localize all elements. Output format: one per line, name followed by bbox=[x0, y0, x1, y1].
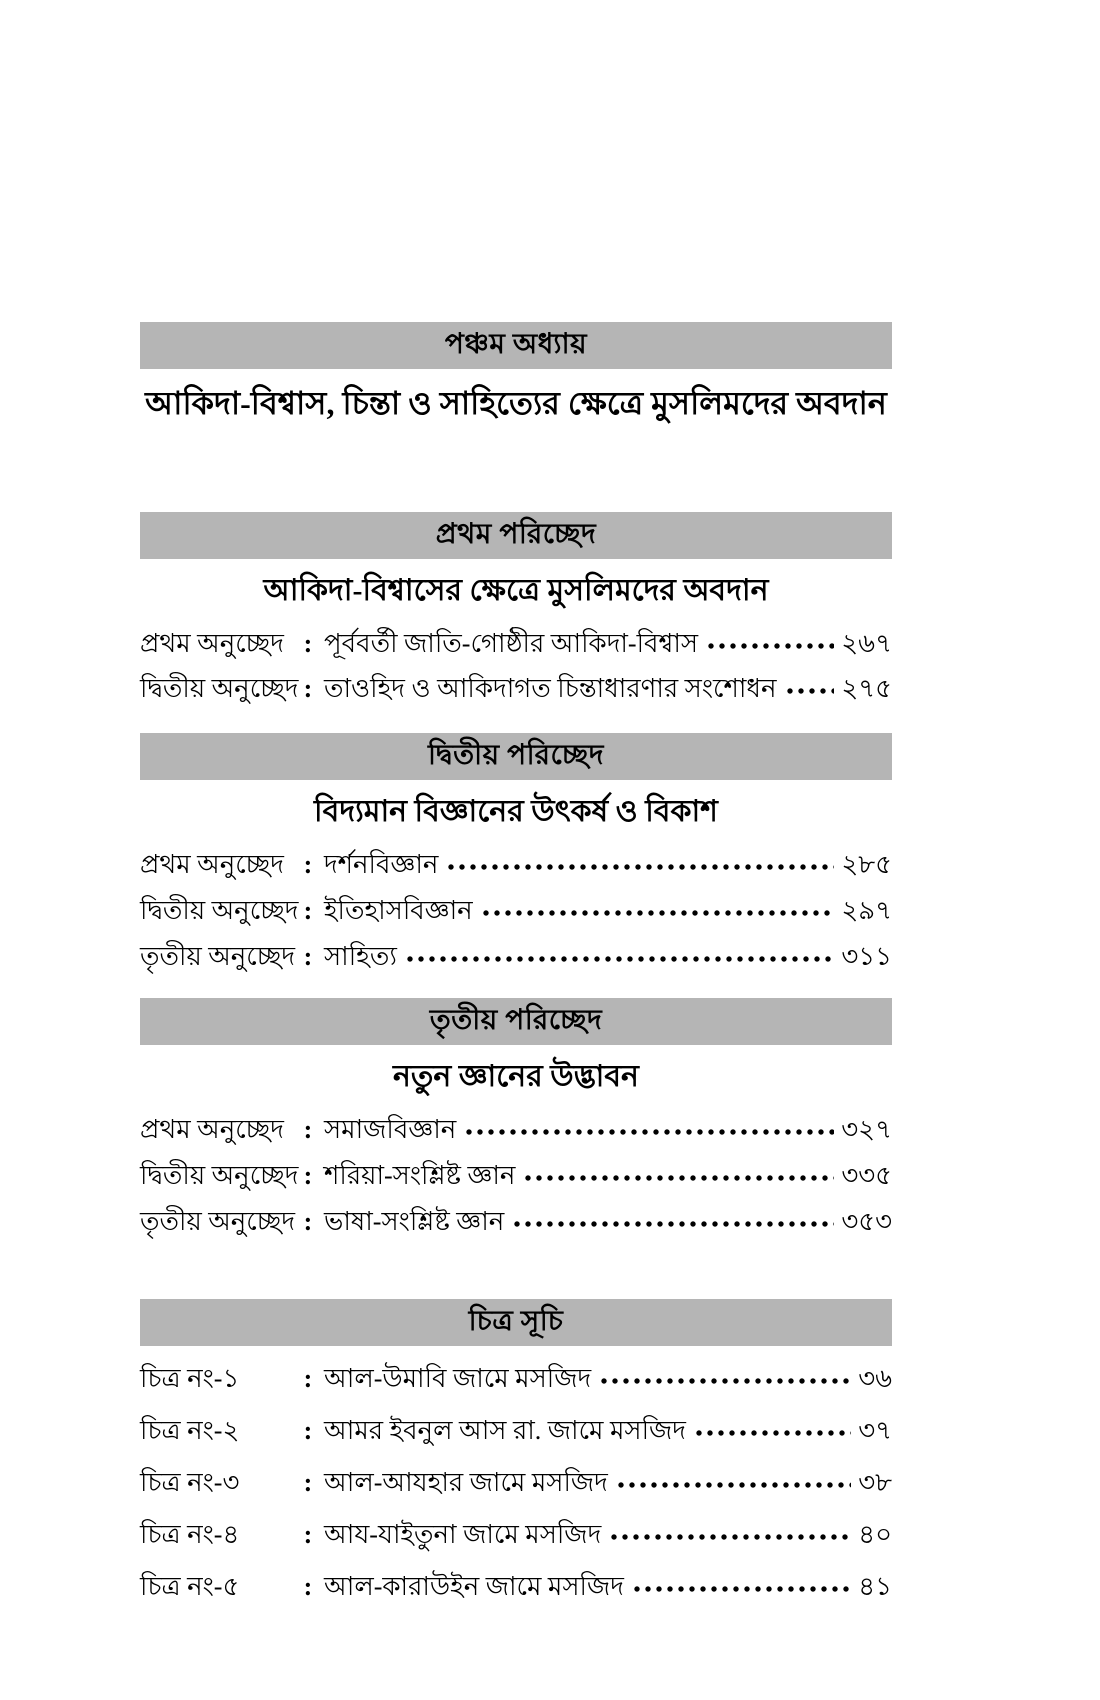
figure-entry bbox=[140, 1358, 892, 1410]
dot-leader bbox=[600, 1377, 851, 1385]
entry-label: তৃতীয় অনুচ্ছেদ bbox=[140, 1207, 296, 1236]
dot-leader bbox=[513, 1220, 834, 1228]
figure-page-number: ৩৬ bbox=[858, 1364, 892, 1393]
toc-entry bbox=[140, 936, 892, 982]
entry-page-number: ৩২৭ bbox=[841, 1115, 892, 1144]
entry-colon: : bbox=[303, 1161, 313, 1190]
figure-label: চিত্র নং-২ bbox=[140, 1416, 240, 1445]
section-bar bbox=[140, 512, 892, 559]
figure-title: আল-উমাবি জামে মসজিদ bbox=[324, 1364, 592, 1393]
section-heading: আকিদা-বিশ্বাসের ক্ষেত্রে মুসলিমদের অবদান bbox=[263, 574, 769, 607]
entry-colon: : bbox=[303, 674, 313, 703]
entry-title: সমাজবিজ্ঞান bbox=[324, 1115, 457, 1144]
figure-page-number: ৪০ bbox=[858, 1520, 892, 1549]
toc-entries bbox=[140, 623, 892, 713]
toc-entry bbox=[140, 1201, 892, 1247]
toc-entry bbox=[140, 1155, 892, 1201]
dot-leader bbox=[695, 1429, 851, 1437]
toc-section-first bbox=[140, 512, 892, 713]
entry-label: দ্বিতীয় অনুচ্ছেদ bbox=[140, 896, 299, 925]
dot-leader bbox=[786, 687, 835, 695]
toc-section-second bbox=[140, 733, 892, 982]
section-bar-label: প্রথম পরিচ্ছেদ bbox=[435, 519, 597, 550]
section-heading: বিদ্যমান বিজ্ঞানের উৎকর্ষ ও বিকাশ bbox=[314, 795, 718, 828]
section-bar-label: দ্বিতীয় পরিচ্ছেদ bbox=[427, 740, 605, 771]
entry-title: ভাষা-সংশ্লিষ্ট জ্ঞান bbox=[324, 1207, 505, 1236]
toc-entry bbox=[140, 844, 892, 890]
entry-colon: : bbox=[303, 1416, 313, 1445]
toc-content-column bbox=[140, 0, 892, 1618]
figure-label: চিত্র নং-১ bbox=[140, 1364, 240, 1393]
entry-page-number: ২৮৫ bbox=[841, 850, 892, 879]
entry-title: শরিয়া-সংশ্লিষ্ট জ্ঞান bbox=[324, 1161, 516, 1190]
entry-colon: : bbox=[303, 1364, 313, 1393]
toc-entries bbox=[140, 844, 892, 982]
dot-leader bbox=[707, 642, 834, 650]
entry-page-number: ২৭৫ bbox=[841, 674, 892, 703]
entry-colon: : bbox=[303, 850, 313, 879]
dot-leader bbox=[406, 955, 834, 963]
entry-colon: : bbox=[303, 1115, 313, 1144]
figure-label: চিত্র নং-৫ bbox=[140, 1572, 240, 1601]
entry-label: প্রথম অনুচ্ছেদ bbox=[140, 850, 284, 879]
entry-colon: : bbox=[303, 1468, 313, 1497]
toc-entry bbox=[140, 890, 892, 936]
entry-colon: : bbox=[303, 629, 313, 658]
figure-entries bbox=[140, 1358, 892, 1618]
dot-leader bbox=[447, 863, 834, 871]
entry-label: তৃতীয় অনুচ্ছেদ bbox=[140, 942, 296, 971]
toc-entries bbox=[140, 1109, 892, 1247]
section-bar bbox=[140, 733, 892, 780]
entry-page-number: ২৯৭ bbox=[841, 896, 892, 925]
section-bar-label: তৃতীয় পরিচ্ছেদ bbox=[429, 1005, 603, 1036]
figure-label: চিত্র নং-৩ bbox=[140, 1468, 240, 1497]
figure-title: আয-যাইতুনা জামে মসজিদ bbox=[324, 1520, 602, 1549]
figure-title: আল-কারাউইন জামে মসজিদ bbox=[324, 1572, 624, 1601]
entry-label: প্রথম অনুচ্ছেদ bbox=[140, 1115, 284, 1144]
entry-colon: : bbox=[303, 1520, 313, 1549]
figure-page-number: ৩৭ bbox=[858, 1416, 892, 1445]
entry-colon: : bbox=[303, 1572, 313, 1601]
entry-label: দ্বিতীয় অনুচ্ছেদ bbox=[140, 674, 299, 703]
entry-colon: : bbox=[303, 896, 313, 925]
figure-page-number: ৩৮ bbox=[858, 1468, 892, 1497]
section-bar bbox=[140, 998, 892, 1045]
figure-title: আল-আযহার জামে মসজিদ bbox=[324, 1468, 608, 1497]
chapter-title: আকিদা-বিশ্বাস, চিন্তা ও সাহিত্যের ক্ষেত্রে মুসলিমদের অবদান bbox=[145, 385, 887, 421]
entry-page-number: ৩৫৩ bbox=[841, 1207, 892, 1236]
section-heading: নতুন জ্ঞানের উদ্ভাবন bbox=[393, 1060, 639, 1093]
entry-page-number: ৩১১ bbox=[841, 942, 892, 971]
toc-entry bbox=[140, 623, 892, 668]
figure-entry bbox=[140, 1410, 892, 1462]
entry-colon: : bbox=[303, 942, 313, 971]
toc-section-third bbox=[140, 998, 892, 1247]
figure-entry bbox=[140, 1566, 892, 1618]
figure-entry bbox=[140, 1462, 892, 1514]
entry-label: দ্বিতীয় অনুচ্ছেদ bbox=[140, 1161, 299, 1190]
entry-title: পূর্ববর্তী জাতি-গোষ্ঠীর আকিদা-বিশ্বাস bbox=[324, 629, 699, 658]
dot-leader bbox=[524, 1174, 834, 1182]
figure-label: চিত্র নং-৪ bbox=[140, 1520, 240, 1549]
entry-colon: : bbox=[303, 1207, 313, 1236]
dot-leader bbox=[482, 909, 835, 917]
figure-index-section bbox=[140, 1299, 892, 1618]
dot-leader bbox=[617, 1481, 851, 1489]
toc-entry bbox=[140, 668, 892, 713]
entry-title: তাওহিদ ও আকিদাগত চিন্তাধারণার সংশোধন bbox=[324, 674, 777, 703]
chapter-bar-label: পঞ্চম অধ্যায় bbox=[444, 329, 588, 360]
entry-page-number: ৩৩৫ bbox=[841, 1161, 892, 1190]
figure-index-bar-label: চিত্র সূচি bbox=[468, 1306, 564, 1337]
dot-leader bbox=[465, 1128, 834, 1136]
entry-title: সাহিত্য bbox=[324, 942, 397, 971]
figure-page-number: ৪১ bbox=[858, 1572, 892, 1601]
dot-leader bbox=[610, 1533, 851, 1541]
entry-page-number: ২৬৭ bbox=[841, 629, 892, 658]
toc-entry bbox=[140, 1109, 892, 1155]
entry-title: দর্শনবিজ্ঞান bbox=[324, 850, 439, 879]
entry-title: ইতিহাসবিজ্ঞান bbox=[324, 896, 473, 925]
chapter-bar bbox=[140, 322, 892, 369]
dot-leader bbox=[633, 1585, 851, 1593]
entry-label: প্রথম অনুচ্ছেদ bbox=[140, 629, 284, 658]
figure-title: আমর ইবনুল আস রা. জামে মসজিদ bbox=[324, 1416, 686, 1445]
figure-entry bbox=[140, 1514, 892, 1566]
figure-index-bar bbox=[140, 1299, 892, 1346]
